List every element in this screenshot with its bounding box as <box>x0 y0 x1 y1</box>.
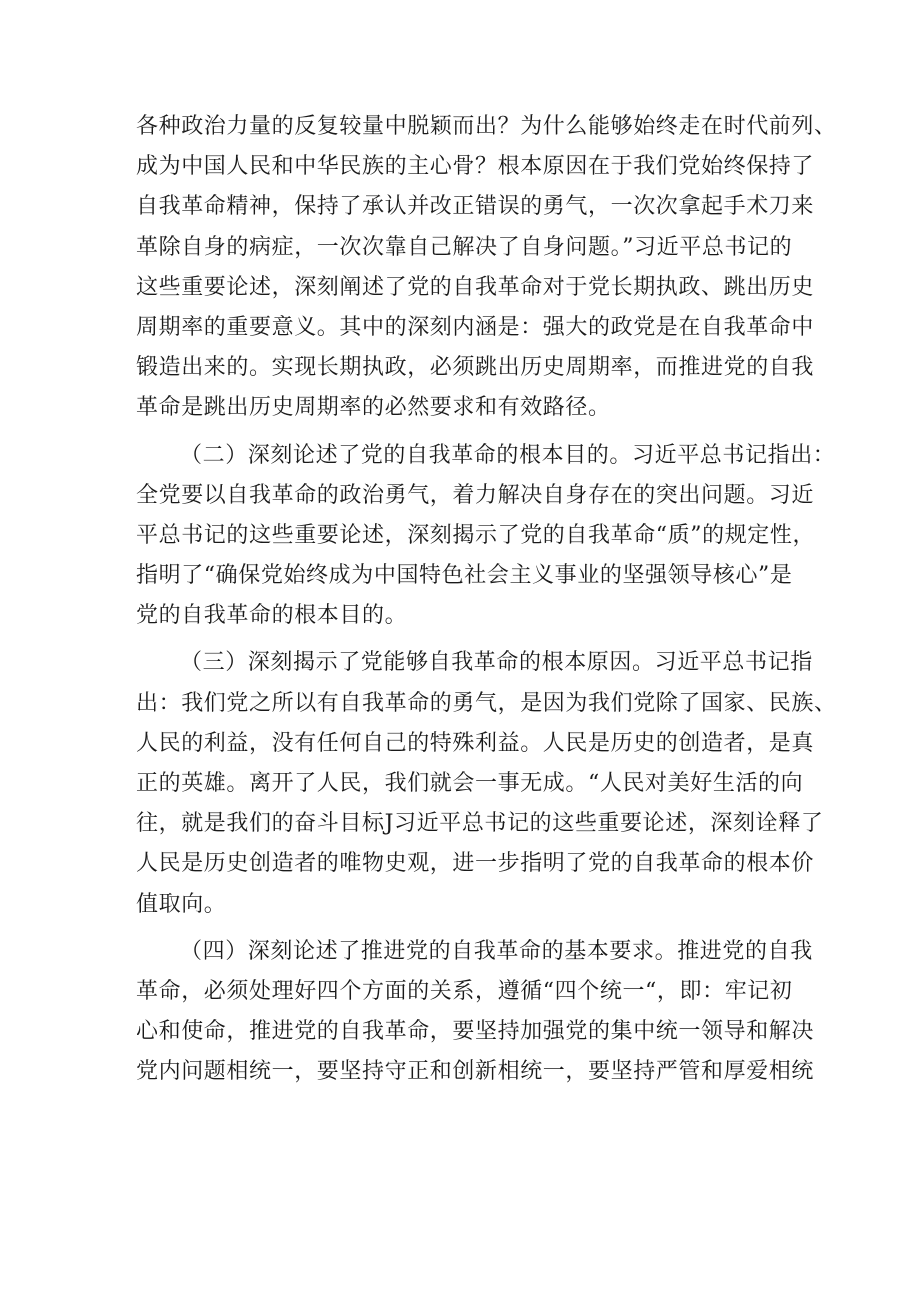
paragraph-heading-line: （四）深刻论述了推进党的自我革命的基本要求。推进党的自我 <box>180 938 813 964</box>
text-line: 革命是跳出历史周期率的必然要求和有效路径。 <box>136 395 611 421</box>
paragraph-heading-line: （二）深刻论述了党的自我革命的根本目的。习近平总书记指出： <box>180 442 836 468</box>
text-line: 人民的利益，没有任何自己的特殊利益。人民是历史的创造者，是真 <box>136 730 815 756</box>
text-line: 往，就是我们的奋斗目标J习近平总书记的这些重要论述，深刻诠释了 <box>136 811 824 837</box>
text-line: 党的自我革命的根本目的。 <box>136 603 408 629</box>
text-line: 出：我们党之所以有自我革命的勇气，是因为我们党除了国家、民族、 <box>136 690 837 716</box>
text-line: 革命，必须处理好四个方面的关系，遵循“四个统一“，即：牢记初 <box>136 978 793 1004</box>
text-line: 值取向。 <box>136 891 227 917</box>
text-line: 心和使命，推进党的自我革命，要坚持加强党的集中统一领导和解决 <box>136 1019 815 1045</box>
text-line: 全党要以自我革命的政治勇气，着力解决自身存在的突出问题。习近 <box>136 482 815 508</box>
text-line: 成为中国人民和中华民族的主心骨？根本原因在于我们党始终保持了 <box>136 154 815 180</box>
text-line: 革除自身的病症，一次次靠自己解决了自身问题。”习近平总书记的 <box>136 234 793 260</box>
text-line: 指明了“确保党始终成为中国特色社会主义事业的坚强领导核心”是 <box>136 563 793 589</box>
text-line: 各种政治力量的反复较量中脱颖而出？为什么能够始终走在时代前列、 <box>136 114 837 139</box>
document-body <box>136 107 837 1093</box>
text-line: 周期率的重要意义。其中的深刻内涵是：强大的政党是在自我革命中 <box>136 314 815 340</box>
text-line: 人民是历史创造者的唯物史观，进一步指明了党的自我革命的根本价 <box>136 851 815 877</box>
text-line: 平总书记的这些重要论述，深刻揭示了党的自我革命“质”的规定性， <box>136 522 816 548</box>
text-line: 正的英雄。离开了人民，我们就会一事无成。“人民对美好生活的向 <box>136 771 804 796</box>
text-line: 自我革命精神，保持了承认并改正错误的勇气，一次次拿起手术刀来 <box>136 194 815 220</box>
text-line: 党内问题相统一，要坚持守正和创新相统一，要坚持严管和厚爱相统 <box>136 1059 815 1085</box>
text-line: 锻造出来的。实现长期执政，必须跳出历史周期率，而推进党的自我 <box>136 355 815 381</box>
text-line: 这些重要论述，深刻阐述了党的自我革命对于党长期执政、跳出历史 <box>136 274 815 300</box>
paragraph-heading-line: （三）深刻揭示了党能够自我革命的根本原因。习近平总书记指 <box>180 650 813 676</box>
